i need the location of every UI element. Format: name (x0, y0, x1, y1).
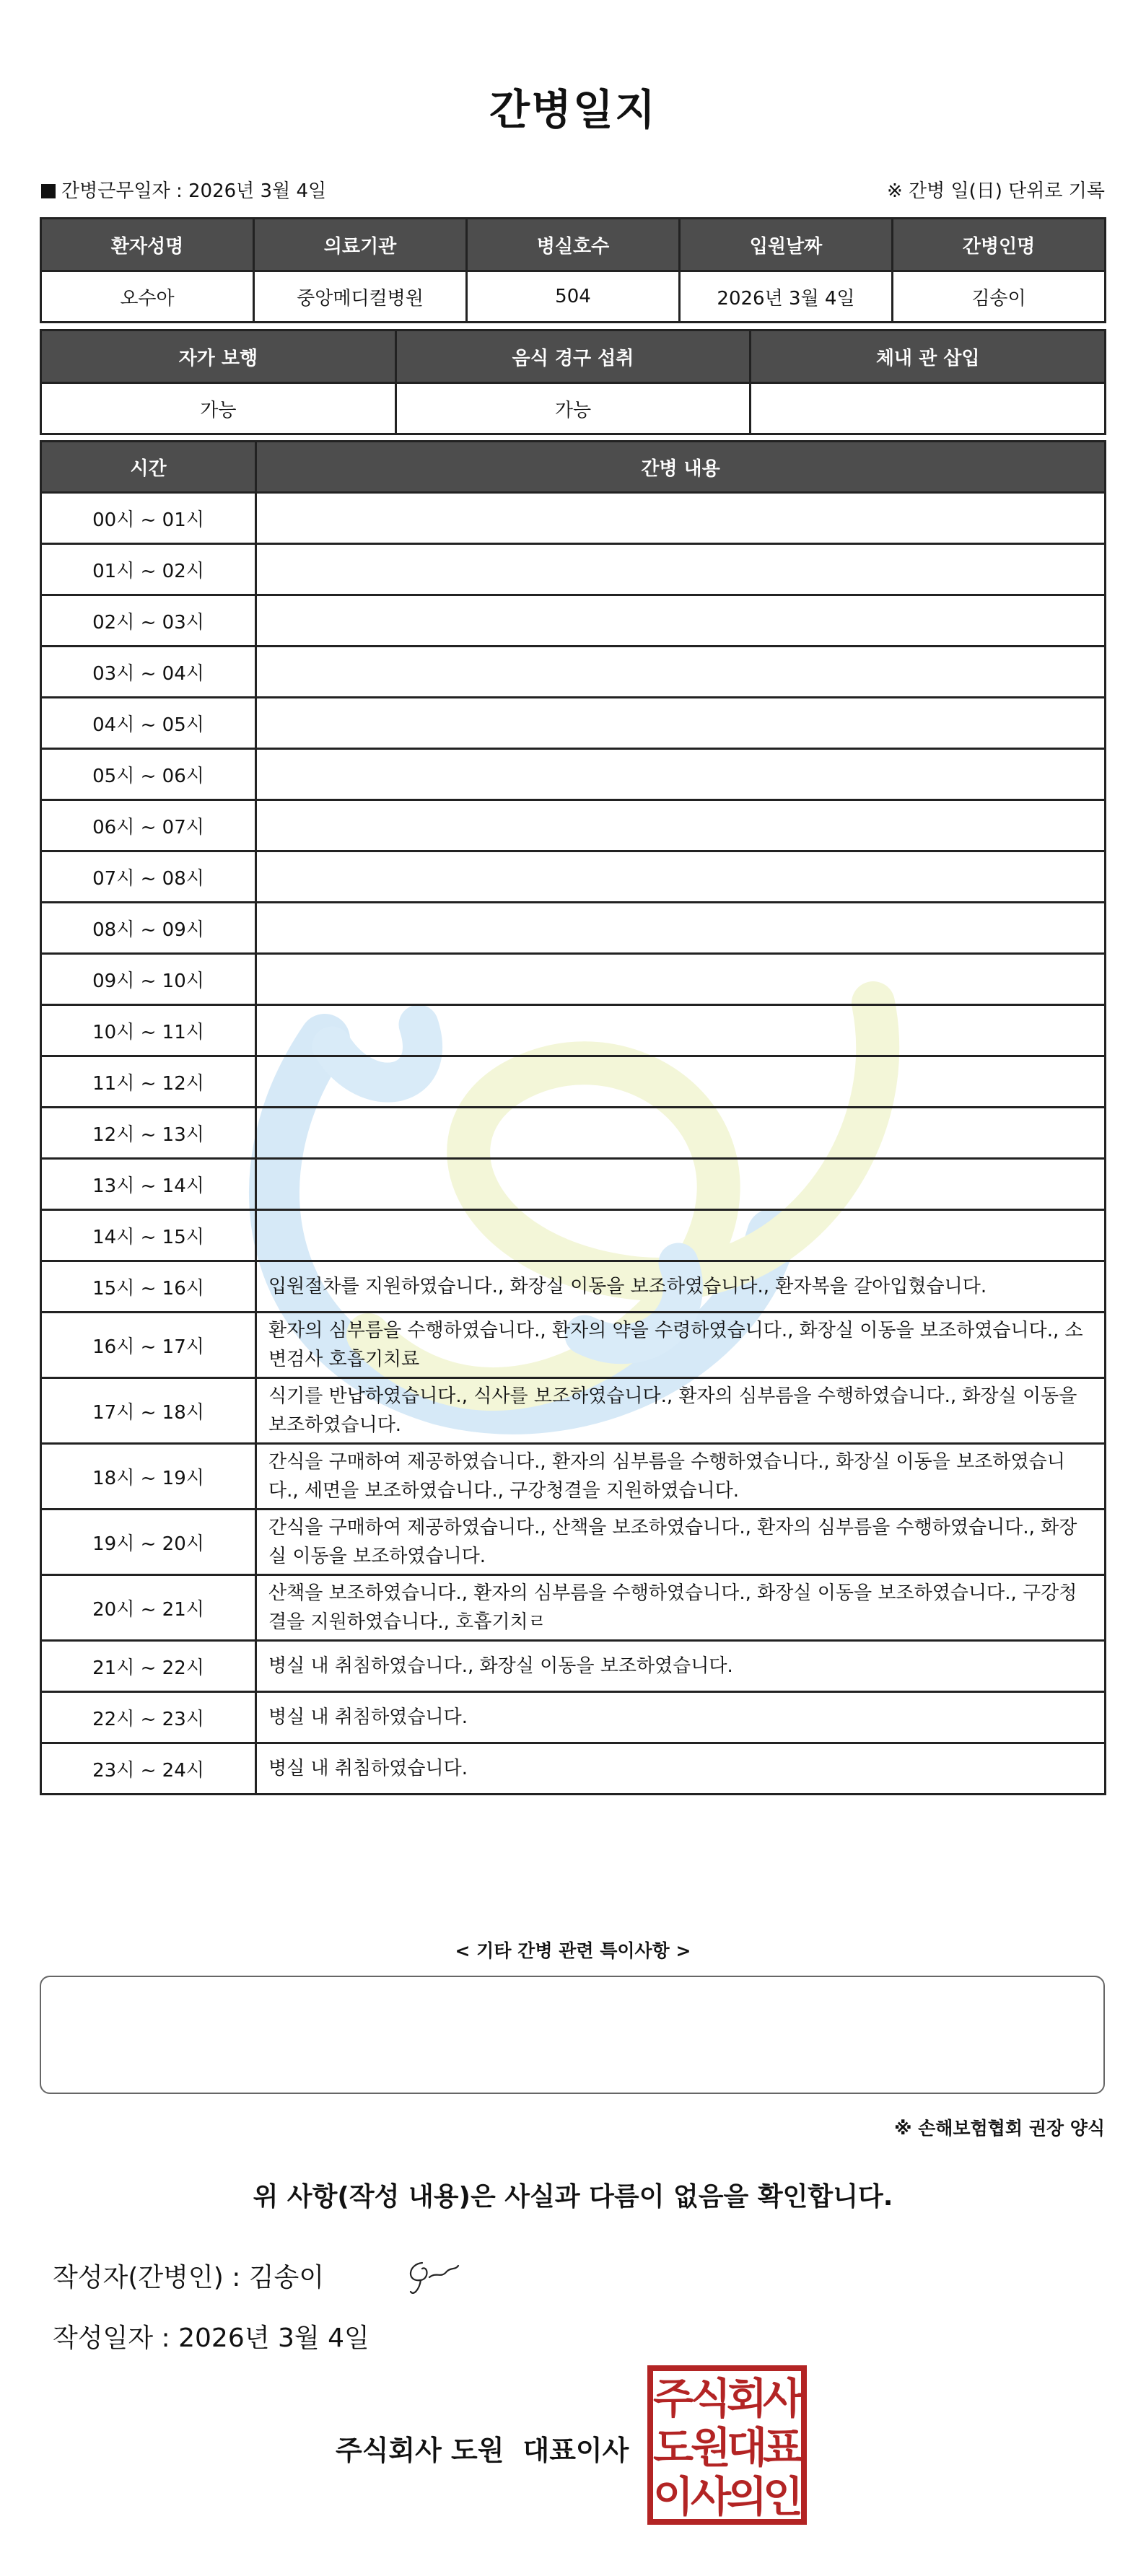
confirmation-statement: 위 사항(작성 내용)은 사실과 다름이 없음을 확인합니다. (253, 2182, 893, 2212)
care-log-row (41, 800, 1106, 851)
care-log-table (40, 440, 1106, 1795)
care-log-time: 08시 ~ 09시 (41, 903, 256, 954)
care-log-row (41, 1210, 1106, 1261)
svg-text:사: 사 (690, 2472, 732, 2521)
care-log-row (41, 1510, 1106, 1575)
admission-date: 2026년 3월 4일 (680, 271, 893, 323)
care-log-row (41, 749, 1106, 800)
care-log-time: 15시 ~ 16시 (41, 1261, 256, 1313)
svg-text:이: 이 (652, 2472, 694, 2521)
care-log-content: 병실 내 취침하였습니다. (256, 1743, 1106, 1795)
writer-line: 작성자(간병인) : 김송이 (53, 2263, 325, 2292)
ceo-title: 대표이사 (522, 2435, 629, 2466)
care-log-content: 식기를 반납하였습니다., 식사를 보조하였습니다., 환자의 심부름을 수행하였습니다., 화장실 이동을 보조하였습니다. (256, 1378, 1106, 1444)
care-log-time: 03시 ~ 04시 (41, 647, 256, 698)
care-log-content (256, 749, 1106, 800)
care-log-content: 병실 내 취침하였습니다., 화장실 이동을 보조하였습니다. (256, 1641, 1106, 1692)
other-notes-title: < 기타 간병 관련 특이사항 > (455, 1940, 691, 1961)
care-log-time: 09시 ~ 10시 (41, 954, 256, 1005)
care-log-row (41, 1444, 1106, 1510)
header-admission-date: 입원날짜 (680, 219, 893, 271)
patient-info-header-row (41, 219, 1106, 271)
header-care-content: 간병 내용 (256, 442, 1106, 493)
room-number: 504 (467, 271, 680, 323)
care-log-content (256, 1005, 1106, 1056)
company-signoff (336, 2428, 629, 2468)
care-log-row (41, 1159, 1106, 1210)
care-log-row (41, 1005, 1106, 1056)
header-room-number: 병실호수 (467, 219, 680, 271)
care-log-time: 10시 ~ 11시 (41, 1005, 256, 1056)
care-log-row (41, 1641, 1106, 1692)
care-log-row (41, 1261, 1106, 1313)
care-log-row (41, 1378, 1106, 1444)
header-caregiver-name: 간병인명 (893, 219, 1106, 271)
care-log-header-row (41, 442, 1106, 493)
care-log-row (41, 1743, 1106, 1795)
svg-text:표: 표 (762, 2423, 804, 2472)
header-oral-intake: 음식 경구 섭취 (395, 330, 751, 383)
care-log-row (41, 851, 1106, 903)
header-patient-name: 환자성명 (41, 219, 254, 271)
company-name: 주식회사 도원 (336, 2435, 504, 2466)
care-log-time: 12시 ~ 13시 (41, 1108, 256, 1159)
care-log-time: 06시 ~ 07시 (41, 800, 256, 851)
svg-text:대: 대 (726, 2423, 768, 2472)
care-log-row (41, 1056, 1106, 1108)
care-log-content: 간식을 구매하여 제공하였습니다., 환자의 심부름을 수행하였습니다., 화장실 이동을 보조하였습니다., 세면을 보조하였습니다., 구강청결을 지원하였습니다. (256, 1444, 1106, 1510)
care-log-content: 환자의 심부름을 수행하였습니다., 환자의 약을 수령하였습니다., 화장실 이동을 보조하였습니다., 소변검사 호흡기치료 (256, 1313, 1106, 1378)
care-log-row (41, 954, 1106, 1005)
svg-text:도: 도 (652, 2423, 694, 2472)
handwritten-signature (401, 2250, 465, 2300)
svg-text:의: 의 (726, 2472, 768, 2521)
written-date-line: 작성일자 : 2026년 3월 4일 (53, 2323, 369, 2353)
subline (40, 176, 1106, 205)
care-log-content (256, 851, 1106, 903)
hospital-name: 중앙메디컬병원 (254, 271, 467, 323)
svg-text:원: 원 (690, 2423, 732, 2472)
svg-text:식: 식 (690, 2374, 732, 2423)
svg-text:주: 주 (652, 2374, 694, 2423)
caregiver-name: 김송이 (893, 271, 1106, 323)
care-log-time: 16시 ~ 17시 (41, 1313, 256, 1378)
self-walking-value: 가능 (41, 383, 396, 434)
care-log-content (256, 544, 1106, 595)
svg-text:회: 회 (726, 2374, 768, 2423)
oral-intake-value: 가능 (395, 383, 751, 434)
care-log-content (256, 595, 1106, 647)
care-log-time: 18시 ~ 19시 (41, 1444, 256, 1510)
care-log-time: 04시 ~ 05시 (41, 698, 256, 749)
care-log-row (41, 1575, 1106, 1641)
other-notes-box (40, 1976, 1105, 2094)
care-log-row (41, 1313, 1106, 1378)
square-bullet-icon (41, 184, 56, 198)
care-log-row (41, 903, 1106, 954)
unit-note: ※ 간병 일(日) 단위로 기록 (886, 180, 1105, 202)
care-log-time: 14시 ~ 15시 (41, 1210, 256, 1261)
care-log-time: 22시 ~ 23시 (41, 1692, 256, 1743)
care-log-time: 02시 ~ 03시 (41, 595, 256, 647)
svg-text:인: 인 (762, 2472, 804, 2521)
care-log-content: 간식을 구매하여 제공하였습니다., 산책을 보조하였습니다., 환자의 심부름을 수행하였습니다., 화장실 이동을 보조하였습니다. (256, 1510, 1106, 1575)
care-log-time: 20시 ~ 21시 (41, 1575, 256, 1641)
care-log-row (41, 647, 1106, 698)
care-log-content: 산책을 보조하였습니다., 환자의 심부름을 수행하였습니다., 화장실 이동을 보조하였습니다., 구강청결을 지원하였습니다., 호흡기치ㄹ (256, 1575, 1106, 1641)
care-log-content (256, 1159, 1106, 1210)
care-log-content (256, 903, 1106, 954)
patient-status-table (40, 329, 1106, 435)
care-log-rows (41, 493, 1106, 1795)
care-log-content (256, 647, 1106, 698)
care-log-content (256, 493, 1106, 544)
patient-info-table (40, 217, 1106, 323)
care-log-time: 00시 ~ 01시 (41, 493, 256, 544)
care-log-time: 01시 ~ 02시 (41, 544, 256, 595)
care-log-row (41, 493, 1106, 544)
care-log-content: 병실 내 취침하였습니다. (256, 1692, 1106, 1743)
care-log-content (256, 1108, 1106, 1159)
patient-status-header-row (41, 330, 1106, 383)
care-log-time: 05시 ~ 06시 (41, 749, 256, 800)
tube-insertion-value (751, 383, 1106, 434)
care-log-content (256, 1056, 1106, 1108)
header-self-walking: 자가 보행 (41, 330, 396, 383)
svg-text:사: 사 (762, 2374, 804, 2423)
page-title: 간병일지 (489, 85, 657, 134)
care-log-time: 17시 ~ 18시 (41, 1378, 256, 1444)
care-log-time: 11시 ~ 12시 (41, 1056, 256, 1108)
header-time: 시간 (41, 442, 256, 493)
care-log-content (256, 800, 1106, 851)
work-date: 간병근무일자 : 2026년 3월 4일 (41, 176, 326, 203)
care-log-content: 입원절차를 지원하였습니다., 화장실 이동을 보조하였습니다., 환자복을 갈아입혔습니다. (256, 1261, 1106, 1313)
care-log-content (256, 698, 1106, 749)
care-log-time: 19시 ~ 20시 (41, 1510, 256, 1575)
patient-status-value-row (41, 383, 1106, 434)
company-seal-stamp (646, 2364, 808, 2526)
header-tube-insertion: 체내 관 삽입 (751, 330, 1106, 383)
care-log-row (41, 595, 1106, 647)
care-log-time: 07시 ~ 08시 (41, 851, 256, 903)
care-log-row (41, 698, 1106, 749)
care-log-row (41, 1692, 1106, 1743)
care-log-row (41, 1108, 1106, 1159)
patient-name: 오수아 (41, 271, 254, 323)
care-log-time: 13시 ~ 14시 (41, 1159, 256, 1210)
care-log-content (256, 954, 1106, 1005)
patient-info-value-row (41, 271, 1106, 323)
header-hospital: 의료기관 (254, 219, 467, 271)
recommend-note: ※ 손해보험협회 권장 양식 (894, 2118, 1105, 2139)
care-log-time: 21시 ~ 22시 (41, 1641, 256, 1692)
care-log-time: 23시 ~ 24시 (41, 1743, 256, 1795)
care-log-row (41, 544, 1106, 595)
care-log-content (256, 1210, 1106, 1261)
